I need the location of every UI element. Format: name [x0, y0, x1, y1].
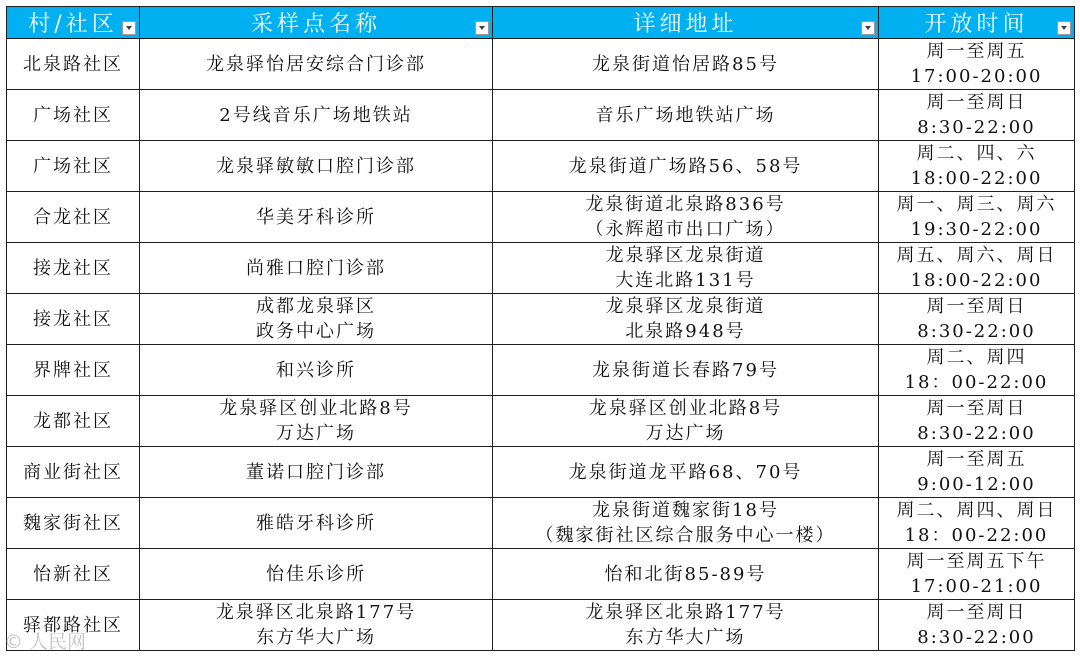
site-name-cell	[140, 600, 493, 651]
open-hours-cell	[879, 90, 1075, 141]
address-line: 北泉路948号	[625, 321, 746, 342]
open-hours-line: 9:00-12:00	[917, 474, 1036, 495]
community-cell: 界牌社区	[7, 345, 140, 396]
address-line: 龙泉驿区北泉路177号	[585, 602, 786, 623]
address-cell	[493, 447, 879, 498]
address-line: （永辉超市出口广场）	[585, 219, 786, 240]
site-name-cell	[140, 192, 493, 243]
site-name-line: 东方华大广场	[256, 627, 376, 648]
community-cell: 北泉路社区	[7, 39, 140, 90]
open-hours-cell	[879, 192, 1075, 243]
address-line: 龙泉驿区龙泉街道	[605, 245, 766, 266]
open-hours-line: 周一至周日	[926, 296, 1027, 317]
header-row	[7, 7, 1075, 39]
address-cell	[493, 498, 879, 549]
open-hours-line: 周一至周五下午	[906, 551, 1047, 572]
address-cell	[493, 549, 879, 600]
filter-dropdown-icon[interactable]	[122, 21, 136, 35]
open-hours-cell	[879, 600, 1075, 651]
open-hours-cell	[879, 39, 1075, 90]
filter-dropdown-icon[interactable]	[861, 21, 875, 35]
open-hours-line: 周二、周四	[926, 347, 1027, 368]
site-name-line: 怡佳乐诊所	[266, 563, 366, 585]
address-line: 龙泉驿区龙泉街道	[605, 296, 766, 317]
open-hours-line: 周二、四、六	[916, 143, 1037, 164]
open-hours-cell	[879, 141, 1075, 192]
open-hours-line: 18:00-22:00	[910, 270, 1043, 291]
address-cell	[493, 192, 879, 243]
open-hours-cell	[879, 345, 1075, 396]
site-name-cell	[140, 447, 493, 498]
open-hours-line: 18：00-22:00	[904, 372, 1049, 393]
open-hours-line: 周二、周四、周日	[896, 500, 1057, 521]
header-label: 村/社区	[28, 12, 118, 37]
address-cell	[493, 39, 879, 90]
open-hours-line: 周一至周日	[926, 92, 1027, 113]
site-name-cell	[140, 39, 493, 90]
open-hours-line: 周一至周五	[926, 41, 1027, 62]
address-cell	[493, 396, 879, 447]
address-cell	[493, 600, 879, 651]
table-row	[7, 294, 1075, 345]
column-header-address	[493, 7, 879, 39]
open-hours-cell	[879, 549, 1075, 600]
site-name-cell	[140, 396, 493, 447]
open-hours-line: 周一至周日	[926, 602, 1027, 623]
address-cell	[493, 90, 879, 141]
site-name-cell	[140, 345, 493, 396]
open-hours-line: 8:30-22:00	[917, 423, 1036, 444]
table-body	[7, 39, 1075, 651]
column-header-site-name	[140, 7, 493, 39]
watermark: © 人民网	[4, 631, 87, 653]
site-name-line: 2号线音乐广场地铁站	[219, 104, 413, 126]
address-cell	[493, 345, 879, 396]
address-line: （魏家街社区综合服务中心一楼）	[535, 525, 836, 546]
column-header-community	[7, 7, 140, 39]
address-line: 音乐广场地铁站广场	[595, 104, 776, 126]
address-line: 龙泉街道北泉路836号	[585, 194, 786, 215]
open-hours-line: 18:00-22:00	[910, 168, 1043, 189]
address-line: 东方华大广场	[625, 627, 746, 648]
open-hours-line: 周五、周六、周日	[896, 245, 1057, 266]
community-cell: 商业街社区	[7, 447, 140, 498]
filter-dropdown-icon[interactable]	[475, 21, 489, 35]
address-line: 怡和北街85-89号	[604, 563, 767, 585]
sampling-sites-table	[6, 6, 1075, 651]
site-name-line: 万达广场	[276, 423, 356, 444]
open-hours-line: 18：00-22:00	[904, 525, 1049, 546]
community-cell: 接龙社区	[7, 294, 140, 345]
header-label: 采样点名称	[250, 12, 381, 37]
open-hours-line: 8:30-22:00	[917, 117, 1036, 138]
address-line: 万达广场	[645, 423, 726, 444]
open-hours-line: 8:30-22:00	[917, 321, 1036, 342]
address-line: 大连北路131号	[615, 270, 756, 291]
site-name-line: 龙泉驿区北泉路177号	[215, 602, 417, 623]
community-cell: 怡新社区	[7, 549, 140, 600]
community-cell: 广场社区	[7, 141, 140, 192]
address-line: 龙泉驿区创业北路8号	[588, 398, 783, 419]
address-line: 龙泉街道广场路56、58号	[568, 155, 803, 177]
header-label: 详细地址	[633, 12, 738, 37]
table-row	[7, 447, 1075, 498]
site-name-cell	[140, 90, 493, 141]
site-name-line: 政务中心广场	[256, 321, 376, 342]
site-name-line: 龙泉驿怡居安综合门诊部	[206, 53, 426, 75]
community-cell: 接龙社区	[7, 243, 140, 294]
site-name-cell	[140, 549, 493, 600]
open-hours-line: 周一、周三、周六	[896, 194, 1057, 215]
table-row	[7, 600, 1075, 651]
site-name-line: 雅皓牙科诊所	[256, 512, 376, 534]
community-cell: 驿都路社区	[7, 600, 140, 651]
open-hours-line: 周一至周五	[926, 449, 1027, 470]
table-row	[7, 498, 1075, 549]
filter-dropdown-icon[interactable]	[1057, 21, 1071, 35]
community-cell: 广场社区	[7, 90, 140, 141]
site-name-line: 龙泉驿区创业北路8号	[219, 398, 413, 419]
table-row	[7, 345, 1075, 396]
address-cell	[493, 294, 879, 345]
open-hours-cell	[879, 396, 1075, 447]
community-cell: 魏家街社区	[7, 498, 140, 549]
address-line: 龙泉街道长春路79号	[592, 359, 779, 381]
site-name-cell	[140, 498, 493, 549]
address-line: 龙泉街道魏家街18号	[592, 500, 779, 521]
site-name-line: 董诺口腔门诊部	[246, 461, 386, 483]
open-hours-line: 17:00-20:00	[910, 66, 1043, 87]
site-name-line: 龙泉驿敏敏口腔门诊部	[216, 155, 416, 177]
site-name-cell	[140, 294, 493, 345]
site-name-cell	[140, 243, 493, 294]
site-name-line: 和兴诊所	[276, 359, 356, 381]
address-line: 龙泉街道龙平路68、70号	[568, 461, 803, 483]
site-name-cell	[140, 141, 493, 192]
address-line: 龙泉街道怡居路85号	[592, 53, 779, 75]
table-row	[7, 243, 1075, 294]
column-header-open-hours	[879, 7, 1075, 39]
address-cell	[493, 243, 879, 294]
open-hours-line: 19:30-22:00	[910, 219, 1043, 240]
open-hours-line: 周一至周日	[926, 398, 1027, 419]
table-row	[7, 90, 1075, 141]
site-name-line: 华美牙科诊所	[256, 206, 376, 228]
header-label: 开放时间	[924, 12, 1029, 37]
site-name-line: 成都龙泉驿区	[256, 296, 376, 317]
table-row	[7, 141, 1075, 192]
table-row	[7, 549, 1075, 600]
table-row	[7, 39, 1075, 90]
community-cell: 合龙社区	[7, 192, 140, 243]
table-row	[7, 396, 1075, 447]
open-hours-cell	[879, 294, 1075, 345]
open-hours-cell	[879, 447, 1075, 498]
table-row	[7, 192, 1075, 243]
community-cell: 龙都社区	[7, 396, 140, 447]
address-cell	[493, 141, 879, 192]
open-hours-line: 8:30-22:00	[917, 627, 1036, 648]
open-hours-cell	[879, 243, 1075, 294]
open-hours-cell	[879, 498, 1075, 549]
open-hours-line: 17:00-21:00	[910, 576, 1043, 597]
site-name-line: 尚雅口腔门诊部	[246, 257, 386, 279]
